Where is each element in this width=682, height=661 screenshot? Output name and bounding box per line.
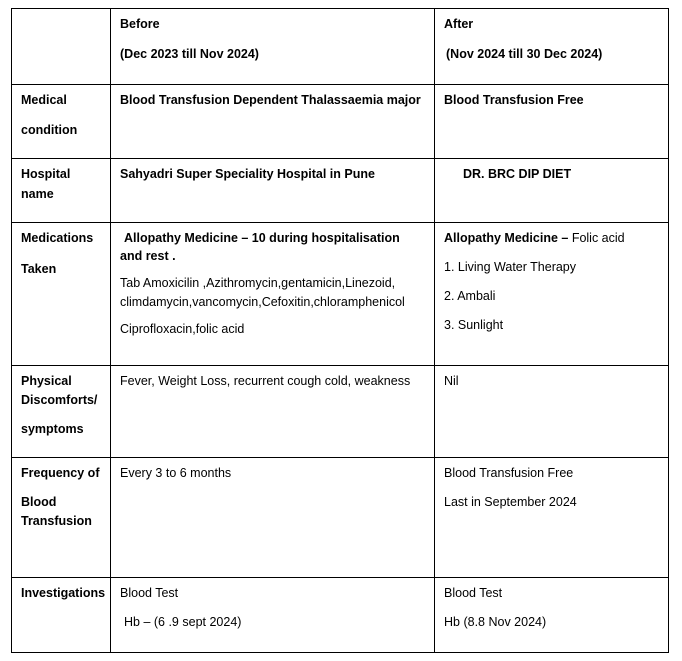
after-period: (Nov 2024 till 30 Dec 2024) (446, 47, 603, 61)
investigations-before-hb: Hb – (6 .9 sept 2024) (124, 615, 242, 629)
hospital-before: Sahyadri Super Speciality Hospital in Pune (120, 167, 375, 181)
before-period: (Dec 2023 till Nov 2024) (120, 47, 259, 61)
row-label-cell (12, 458, 111, 578)
row-label-cell (12, 223, 111, 366)
corner-cell (12, 9, 111, 85)
investigations-before: Blood Test (120, 586, 179, 600)
row-frequency (12, 458, 669, 578)
row-label: symptoms (21, 422, 84, 436)
row-label-cell (12, 578, 111, 653)
medications-before-list: Tab Amoxicilin ,Azithromycin,gentamicin,Linezoid, (120, 276, 396, 290)
medications-before-heading: Allopathy Medicine – 10 during hospitalisation (124, 231, 400, 245)
medications-after-heading: Allopathy Medicine – (444, 231, 569, 245)
row-label: Transfusion (21, 514, 92, 528)
comparison-table (11, 8, 669, 653)
before-cell (111, 85, 435, 159)
row-label: Taken (21, 262, 57, 276)
before-header-cell (111, 9, 435, 85)
row-label: Blood (21, 495, 57, 509)
frequency-before: Every 3 to 6 months (120, 466, 232, 480)
hospital-after: DR. BRC DIP DIET (463, 167, 572, 181)
row-label-cell (12, 366, 111, 458)
investigations-after-hb: Hb (8.8 Nov 2024) (444, 615, 547, 629)
row-label: Frequency of (21, 466, 100, 480)
medical-condition-before: Blood Transfusion Dependent Thalassaemia major (120, 93, 421, 107)
row-medications (12, 223, 669, 366)
after-header-cell (435, 9, 669, 85)
row-label: Physical (21, 374, 72, 388)
after-cell (435, 85, 669, 159)
row-investigations (12, 578, 669, 653)
list-item: 2. Ambali (444, 289, 496, 303)
frequency-after-last: Last in September 2024 (444, 495, 577, 509)
row-label: Medical (21, 93, 67, 107)
after-cell (435, 159, 669, 223)
physical-after: Nil (444, 374, 459, 388)
header-row (12, 9, 669, 85)
row-label-cell (12, 159, 111, 223)
before-cell (111, 458, 435, 578)
after-cell (435, 223, 669, 366)
list-item: 3. Sunlight (444, 318, 504, 332)
physical-before: Fever, Weight Loss, recurrent cough cold, weakness (120, 374, 411, 388)
row-label: name (21, 187, 54, 201)
before-cell (111, 366, 435, 458)
after-cell (435, 366, 669, 458)
list-item: 1. Living Water Therapy (444, 260, 577, 274)
row-label: condition (21, 123, 78, 137)
investigations-after: Blood Test (444, 586, 503, 600)
before-cell (111, 223, 435, 366)
medications-after-folic: Folic acid (568, 231, 625, 245)
medical-condition-after: Blood Transfusion Free (444, 93, 584, 107)
row-hospital (12, 159, 669, 223)
before-cell (111, 159, 435, 223)
row-physical-discomforts (12, 366, 669, 458)
row-medical-condition (12, 85, 669, 159)
row-label: Discomforts/ (21, 393, 98, 407)
frequency-after: Blood Transfusion Free (444, 466, 574, 480)
after-title: After (444, 17, 474, 31)
row-label: Investigations (21, 586, 106, 600)
medications-before-heading: and rest . (120, 249, 176, 263)
after-cell (435, 578, 669, 653)
row-label-cell (12, 85, 111, 159)
medications-before-list: Ciprofloxacin,folic acid (120, 322, 245, 336)
row-label: Medications (21, 231, 94, 245)
row-label: Hospital (21, 167, 71, 181)
medications-before-list: climdamycin,vancomycin,Cefoxitin,chloramphenicol (120, 295, 405, 309)
before-title: Before (120, 17, 160, 31)
after-cell (435, 458, 669, 578)
before-cell (111, 578, 435, 653)
